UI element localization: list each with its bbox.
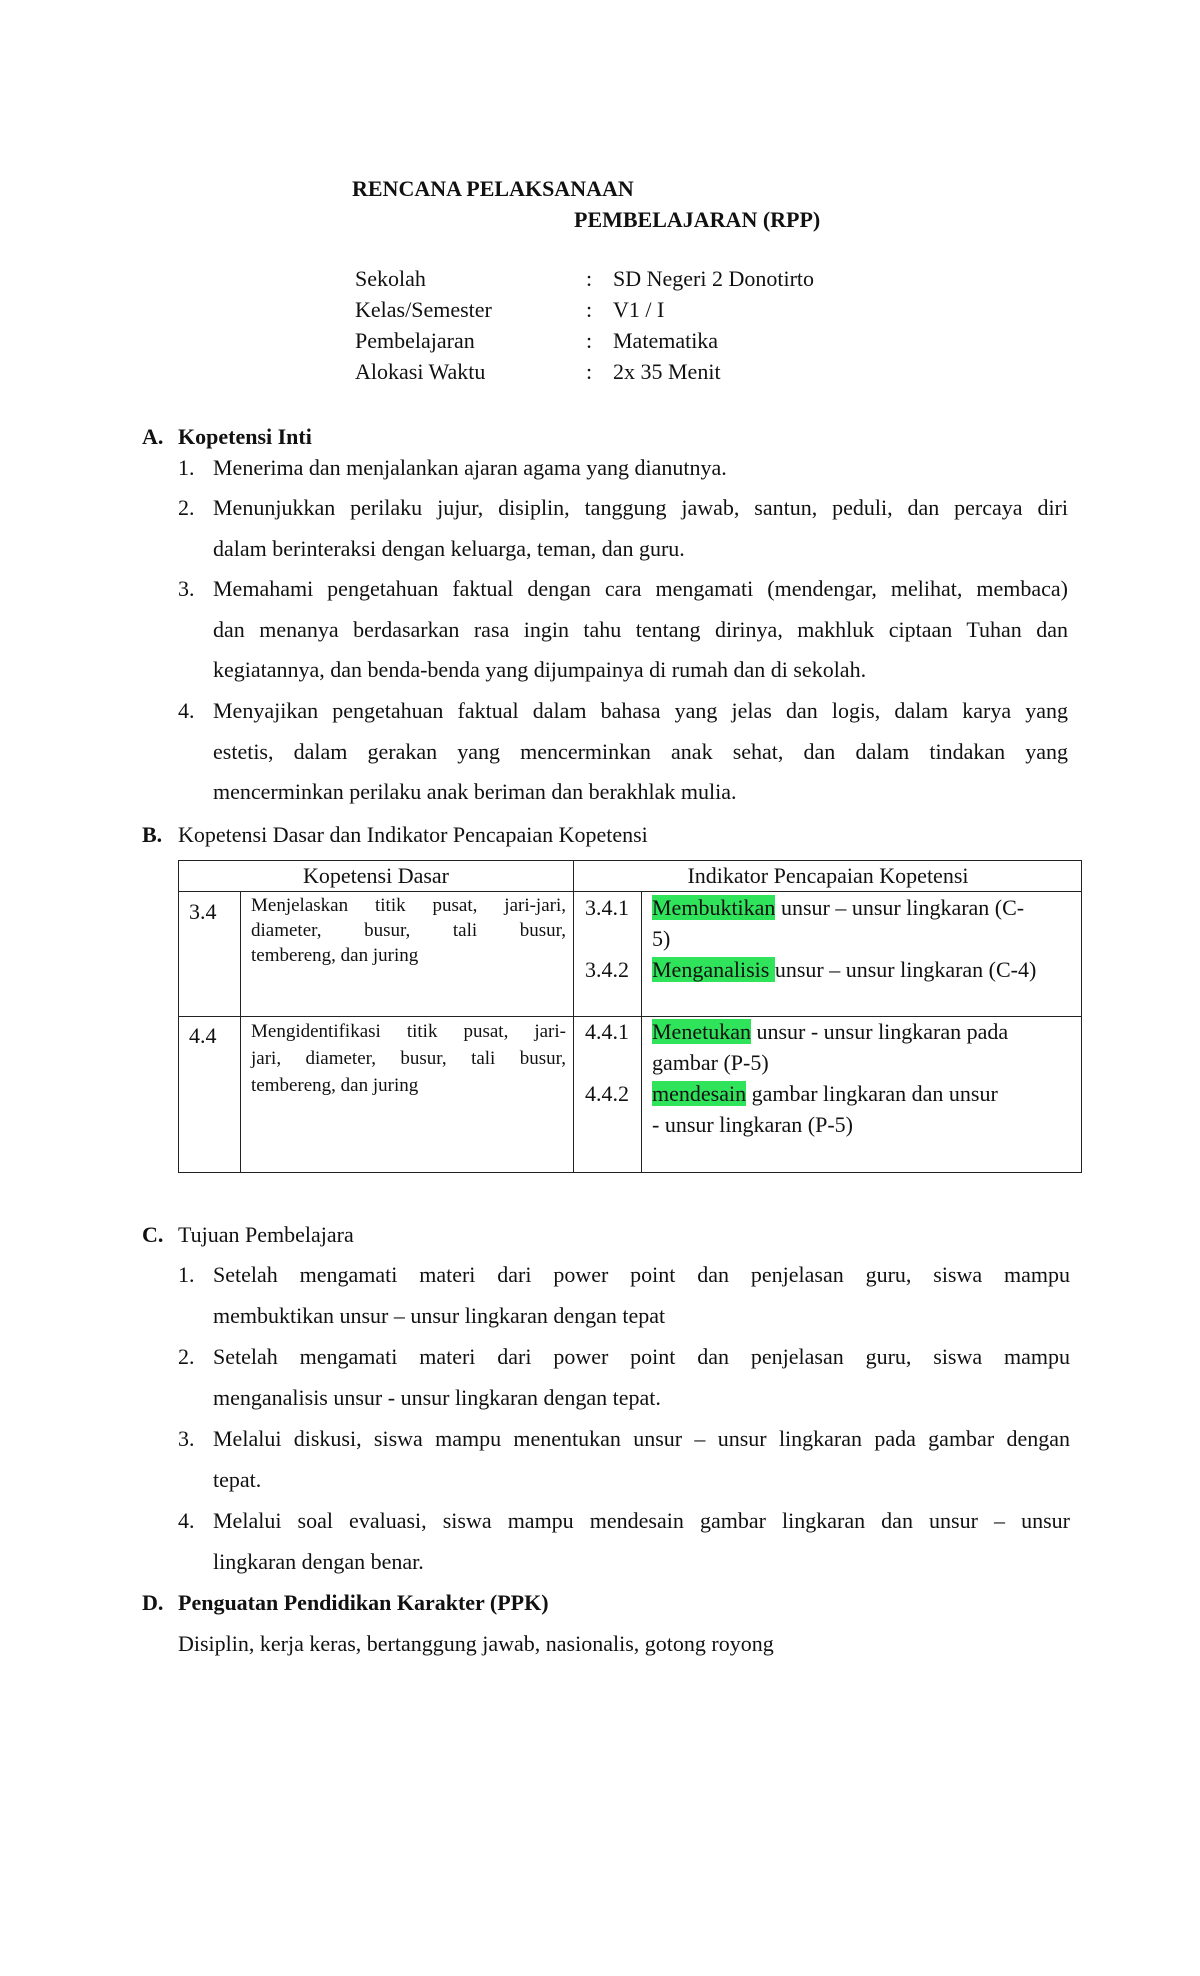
table-header-kd: Kopetensi Dasar: [302, 863, 449, 888]
title-line-2: PEMBELAJARAN (RPP): [574, 207, 821, 232]
info-sep: :: [586, 297, 593, 322]
list-item-text: mencerminkan perilaku anak beriman dan berakhlak mulia.: [213, 779, 737, 804]
list-item-text: menganalisis unsur - unsur lingkaran dengan tepat.: [213, 1385, 661, 1410]
table-divider: [240, 891, 241, 1172]
title-line-1: RENCANA PELAKSANAAN: [352, 176, 634, 201]
indicator-code: 4.4.2: [585, 1081, 629, 1106]
list-number: 2.: [178, 495, 195, 520]
indicator-text: Menetukan unsur - unsur lingkaran pada: [652, 1019, 1009, 1044]
info-label: Sekolah: [355, 266, 426, 291]
indicator-code: 3.4.1: [585, 895, 629, 920]
info-value: Matematika: [613, 328, 719, 353]
indicator-text: mendesain gambar lingkaran dan unsur: [652, 1081, 998, 1106]
list-item-text: Menyajikan pengetahuan faktual dalam bahasa yang jelas dan logis, dalam karya yang: [213, 698, 1068, 723]
list-item-text: Menerima dan menjalankan ajaran agama yang dianutnya.: [213, 455, 727, 480]
info-sep: :: [586, 266, 593, 291]
list-item-text: Menunjukkan perilaku jujur, disiplin, tanggung jawab, santun, peduli, dan percaya diri: [213, 495, 1068, 520]
table-divider: [641, 891, 642, 1172]
list-number: 1.: [178, 1262, 195, 1287]
kd-code: 3.4: [189, 899, 217, 924]
info-sep: :: [586, 328, 593, 353]
indicator-code: 4.4.1: [585, 1019, 629, 1044]
list-item-text: Melalui soal evaluasi, siswa mampu mendesain gambar lingkaran dan unsur – unsur: [213, 1508, 1070, 1533]
section-b-letter: B.: [142, 822, 163, 847]
kd-text: tembereng, dan juring: [251, 945, 419, 966]
list-item-text: estetis, dalam gerakan yang mencerminkan anak sehat, dan dalam tindakan yang: [213, 739, 1068, 764]
list-number: 2.: [178, 1344, 195, 1369]
list-item-text: Setelah mengamati materi dari power point dan penjelasan guru, siswa mampu: [213, 1262, 1070, 1287]
table-divider: [179, 891, 1081, 892]
kd-code: 4.4: [189, 1023, 217, 1048]
section-a-letter: A.: [142, 424, 164, 449]
list-item-text: kegiatannya, dan benda-benda yang dijumpainya di rumah dan di sekolah.: [213, 657, 867, 682]
list-number: 3.: [178, 1426, 195, 1451]
info-value: V1 / I: [613, 297, 665, 322]
indicator-text: Menganalisis unsur – unsur lingkaran (C-4): [652, 957, 1037, 982]
list-item-text: lingkaran dengan benar.: [213, 1549, 424, 1574]
kd-text: diameter, busur, tali busur,: [251, 920, 566, 941]
list-number: 1.: [178, 455, 195, 480]
info-label: Alokasi Waktu: [355, 359, 486, 384]
list-item-text: membuktikan unsur – unsur lingkaran dengan tepat: [213, 1303, 666, 1328]
indicator-text-cont: gambar (P-5): [652, 1050, 769, 1075]
list-number: 4.: [178, 1508, 195, 1533]
table-header-ipk: Indikator Pencapaian Kopetensi: [687, 863, 969, 888]
section-d-title: Penguatan Pendidikan Karakter (PPK): [178, 1590, 549, 1615]
kd-text: jari, diameter, busur, tali busur,: [251, 1048, 566, 1069]
indicator-text: Membuktikan unsur – unsur lingkaran (C-: [652, 895, 1025, 920]
indicator-text-cont: - unsur lingkaran (P-5): [652, 1112, 854, 1137]
list-item-text: Melalui diskusi, siswa mampu menentukan unsur – unsur lingkaran pada gambar dengan: [213, 1426, 1070, 1451]
section-c-letter: C.: [142, 1222, 164, 1247]
list-item-text: dan menanya berdasarkan rasa ingin tahu tentang dirinya, makhluk ciptaan Tuhan dan: [213, 617, 1068, 642]
section-b-title: Kopetensi Dasar dan Indikator Pencapaian Kopetensi: [178, 822, 648, 847]
kd-text: Mengidentifikasi titik pusat, jari-: [251, 1021, 566, 1042]
info-sep: :: [586, 359, 593, 384]
list-item-text: tepat.: [213, 1467, 262, 1492]
table-divider: [179, 1016, 1081, 1017]
competency-table: [178, 860, 1082, 1173]
section-d-letter: D.: [142, 1590, 164, 1615]
list-number: 3.: [178, 576, 195, 601]
list-item-text: Setelah mengamati materi dari power point dan penjelasan guru, siswa mampu: [213, 1344, 1070, 1369]
section-a-title: Kopetensi Inti: [178, 424, 312, 449]
list-item-text: Memahami pengetahuan faktual dengan cara mengamati (mendengar, melihat, membaca): [213, 576, 1068, 601]
section-d-text: Disiplin, kerja keras, bertanggung jawab, nasionalis, gotong royong: [178, 1631, 774, 1656]
indicator-code: 3.4.2: [585, 957, 629, 982]
indicator-text-cont: 5): [652, 926, 671, 951]
list-item-text: dalam berinteraksi dengan keluarga, teman, dan guru.: [213, 536, 685, 561]
kd-text: tembereng, dan juring: [251, 1075, 419, 1096]
info-value: 2x 35 Menit: [613, 359, 721, 384]
kd-text: Menjelaskan titik pusat, jari-jari,: [251, 895, 566, 916]
info-label: Pembelajaran: [355, 328, 475, 353]
info-label: Kelas/Semester: [355, 297, 492, 322]
section-c-title: Tujuan Pembelajara: [178, 1222, 354, 1247]
list-number: 4.: [178, 698, 195, 723]
info-value: SD Negeri 2 Donotirto: [613, 266, 815, 291]
